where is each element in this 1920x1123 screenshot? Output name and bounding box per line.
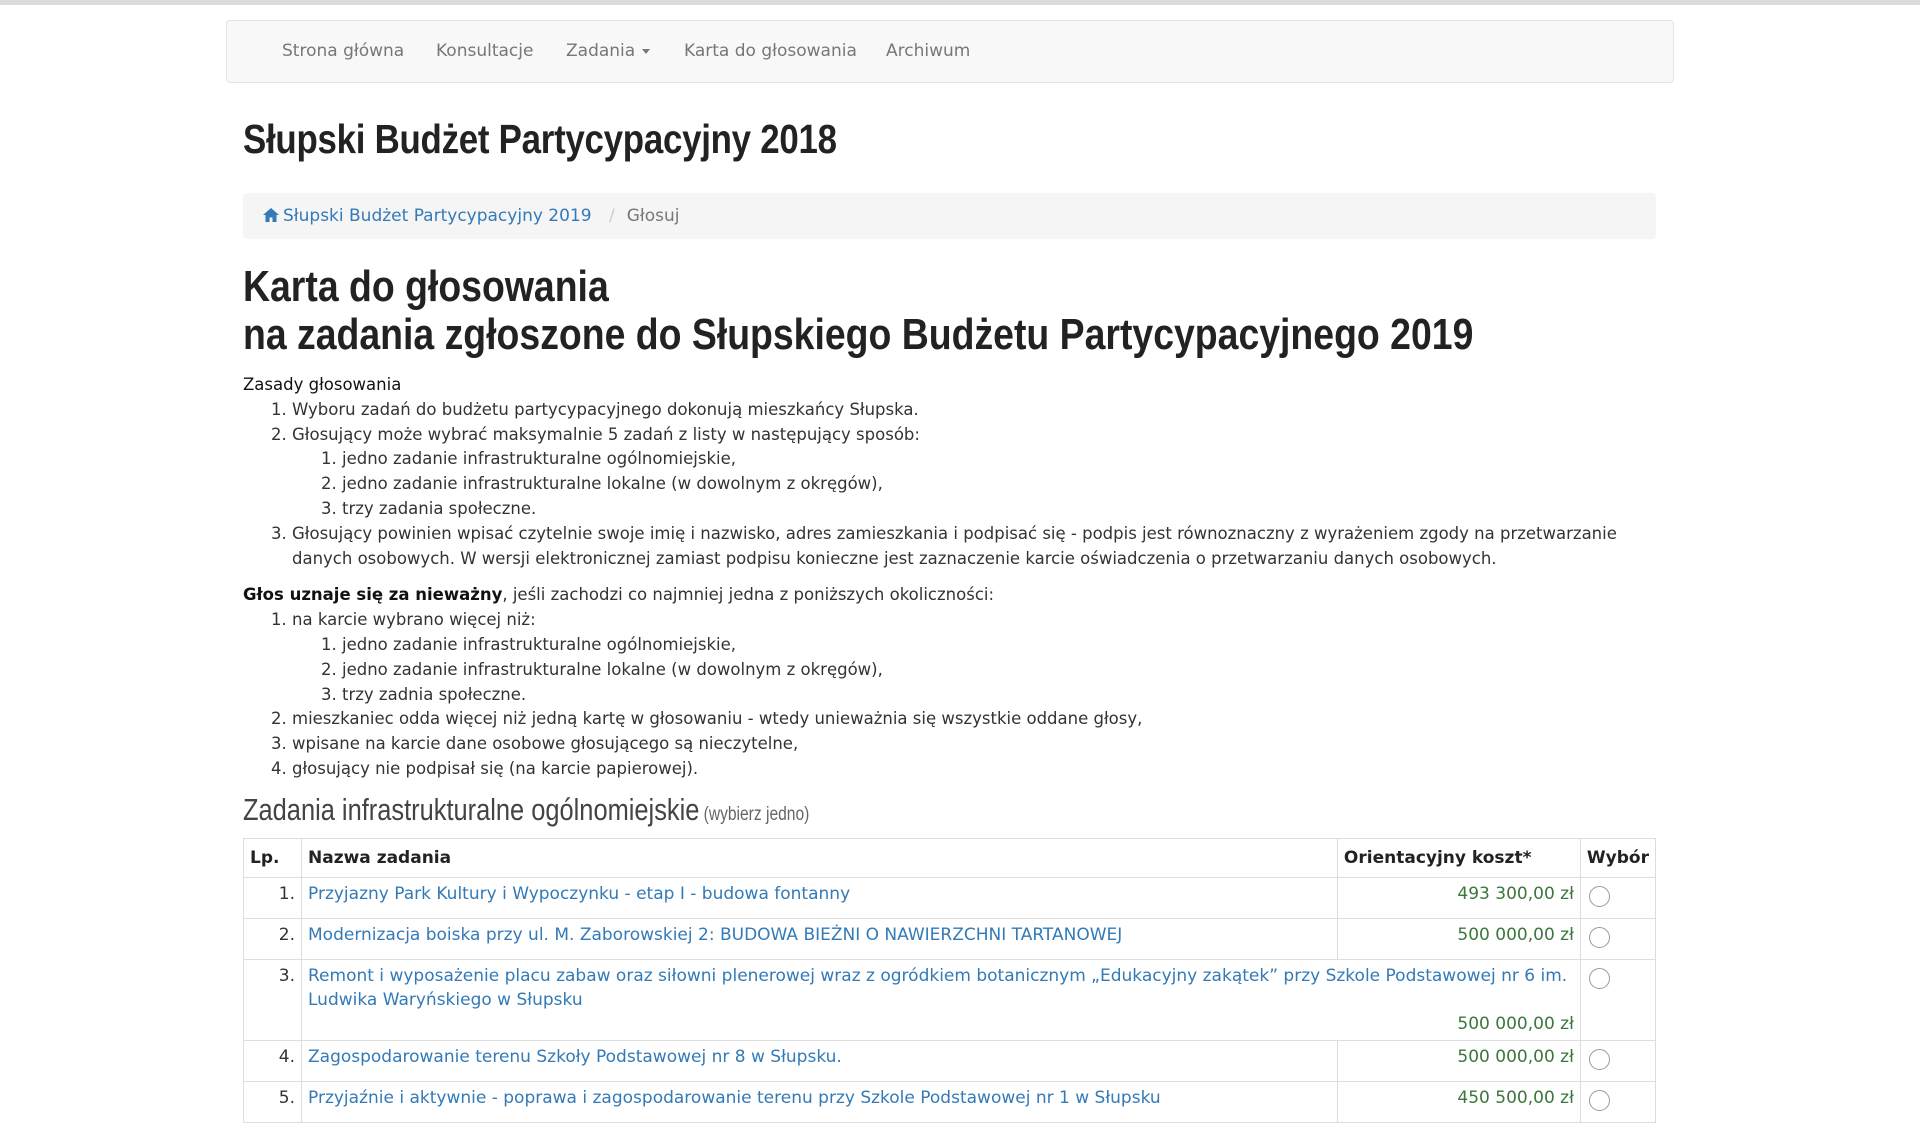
title-line-1: Karta do głosowania bbox=[243, 262, 609, 311]
page-title: Słupski Budżet Partycypacyjny 2018 bbox=[243, 116, 837, 162]
row-cost: 500 000,00 zł bbox=[1457, 1014, 1574, 1034]
row-number: 3. bbox=[244, 960, 302, 1041]
task-radio-button[interactable] bbox=[1589, 886, 1610, 907]
task-link[interactable]: Modernizacja boiska przy ul. M. Zaborowskiej 2: BUDOWA BIEŻNI O NAWIERZCHNI TARTANOWEJ bbox=[308, 925, 1123, 945]
rule-subitem: 2. jedno zadanie infrastrukturalne lokalne (w dowolnym z okręgów), bbox=[342, 472, 1656, 497]
invalid-item: 3. wpisane na karcie dane osobowe głosującego są nieczytelne, bbox=[292, 732, 1656, 757]
row-number: 2. bbox=[244, 919, 302, 960]
home-icon bbox=[263, 208, 279, 222]
nav-voting-card[interactable]: Karta do głosowania bbox=[684, 41, 857, 61]
task-link[interactable]: Remont i wyposażenie placu zabaw oraz siłowni plenerowej wraz z ogródkiem botanicznym „Edukacyjny zakątek” przy Szkole Podstawowej nr 6 im. Ludwika Waryńskiego w Słupsku bbox=[308, 966, 1568, 1010]
subsection-title: Zadania infrastrukturalne ogólnomiejskie bbox=[243, 792, 700, 827]
breadcrumb-home-label: Słupski Budżet Partycypacyjny 2019 bbox=[283, 206, 592, 226]
row-select bbox=[1580, 919, 1655, 960]
invalid-vote-intro bbox=[243, 583, 1656, 608]
row-task-name bbox=[302, 1041, 1338, 1082]
invalid-subitem: 2. jedno zadanie infrastrukturalne lokalne (w dowolnym z okręgów), bbox=[342, 658, 1656, 683]
nav-consultations[interactable]: Konsultacje bbox=[436, 41, 534, 61]
infrastructure-citywide-heading bbox=[243, 792, 809, 828]
nav-tasks-dropdown[interactable] bbox=[566, 21, 650, 82]
task-link[interactable]: Zagospodarowanie terenu Szkoły Podstawowej nr 8 w Słupsku. bbox=[308, 1047, 842, 1067]
nav-home[interactable]: Strona główna bbox=[282, 41, 405, 61]
voting-rules bbox=[243, 373, 1656, 782]
breadcrumb-separator: / bbox=[608, 206, 615, 226]
rule-item: 3. Głosujący powinien wpisać czytelnie swoje imię i nazwisko, adres zamieszkania i podpisać się - podpis jest równoznaczny z wyrażeniem zgody na przetwarzanie danych osobowych. W wersji elektronicznej zamiast podpisu konieczne jest zaznaczenie karcie oświadczenia o przetwarzaniu danych osobowych. bbox=[292, 522, 1656, 572]
row-number: 5. bbox=[244, 1082, 302, 1123]
row-select bbox=[1580, 960, 1655, 1041]
invalid-item bbox=[292, 608, 1656, 707]
rule-subitem: 1. jedno zadanie infrastrukturalne ogólnomiejskie, bbox=[342, 447, 1656, 472]
header-cost: Orientacyjny koszt* bbox=[1337, 839, 1580, 878]
row-number: 1. bbox=[244, 878, 302, 919]
nav-archive[interactable]: Archiwum bbox=[886, 41, 971, 61]
row-number: 4. bbox=[244, 1041, 302, 1082]
table-row bbox=[244, 1082, 1656, 1123]
invalid-vote-lead: Głos uznaje się za nieważny bbox=[243, 585, 503, 605]
nav-tasks-label: Zadania bbox=[566, 41, 636, 61]
task-radio-button[interactable] bbox=[1589, 1090, 1610, 1111]
row-cost: 500 000,00 zł bbox=[1337, 1041, 1580, 1082]
tasks-table bbox=[243, 838, 1656, 1123]
rule-text: Głosujący może wybrać maksymalnie 5 zadań z listy w następujący sposób: bbox=[292, 424, 920, 444]
table-header-row bbox=[244, 839, 1656, 878]
task-radio-button[interactable] bbox=[1589, 1049, 1610, 1070]
caret-down-icon bbox=[642, 49, 650, 54]
invalid-subitem: 1. jedno zadanie infrastrukturalne ogólnomiejskie, bbox=[342, 633, 1656, 658]
subsection-hint: (wybierz jedno) bbox=[703, 804, 810, 825]
rules-list bbox=[243, 398, 1656, 572]
row-task-name-and-cost bbox=[302, 960, 1581, 1041]
row-task-name bbox=[302, 1082, 1338, 1123]
row-task-name bbox=[302, 919, 1338, 960]
breadcrumb bbox=[243, 193, 1656, 239]
title-line-2: na zadania zgłoszone do Słupskiego Budżetu Partycypacyjnego 2019 bbox=[243, 310, 1474, 359]
rule-sublist bbox=[292, 447, 1656, 521]
row-cost: 450 500,00 zł bbox=[1337, 1082, 1580, 1123]
row-select bbox=[1580, 1041, 1655, 1082]
task-link[interactable]: Przyjaźnie i aktywnie - poprawa i zagospodarowanie terenu przy Szkole Podstawowej nr 1 w Słupsku bbox=[308, 1088, 1161, 1108]
voting-card-title bbox=[243, 263, 1473, 359]
row-cost: 493 300,00 zł bbox=[1337, 878, 1580, 919]
breadcrumb-current: Głosuj bbox=[626, 206, 680, 226]
row-select bbox=[1580, 1082, 1655, 1123]
invalid-subitem: 3. trzy zadnia społeczne. bbox=[342, 683, 1656, 708]
invalid-text: na karcie wybrano więcej niż: bbox=[292, 610, 536, 630]
row-select bbox=[1580, 878, 1655, 919]
header-select: Wybór bbox=[1580, 839, 1655, 878]
table-row bbox=[244, 919, 1656, 960]
invalid-list bbox=[243, 608, 1656, 782]
invalid-sublist bbox=[292, 633, 1656, 707]
rule-subitem: 3. trzy zadania społeczne. bbox=[342, 497, 1656, 522]
top-border bbox=[0, 0, 1920, 5]
top-navbar bbox=[226, 20, 1674, 83]
row-task-name bbox=[302, 878, 1338, 919]
invalid-item: 4. głosujący nie podpisał się (na karcie papierowej). bbox=[292, 757, 1656, 782]
row-cost: 500 000,00 zł bbox=[1337, 919, 1580, 960]
task-radio-button[interactable] bbox=[1589, 968, 1610, 989]
breadcrumb-home-link[interactable] bbox=[263, 206, 597, 226]
invalid-item: 2. mieszkaniec odda więcej niż jedną kartę w głosowaniu - wtedy unieważnia się wszystkie oddane głosy, bbox=[292, 707, 1656, 732]
header-lp: Lp. bbox=[244, 839, 302, 878]
rules-heading: Zasady głosowania bbox=[243, 375, 402, 394]
header-task-name: Nazwa zadania bbox=[302, 839, 1338, 878]
rule-item bbox=[292, 423, 1656, 522]
task-link[interactable]: Przyjazny Park Kultury i Wypoczynku - etap I - budowa fontanny bbox=[308, 884, 851, 904]
table-row bbox=[244, 960, 1656, 1041]
rule-item: 1. Wyboru zadań do budżetu partycypacyjnego dokonują mieszkańcy Słupska. bbox=[292, 398, 1656, 423]
task-radio-button[interactable] bbox=[1589, 927, 1610, 948]
table-row bbox=[244, 1041, 1656, 1082]
table-row bbox=[244, 878, 1656, 919]
invalid-vote-rest: , jeśli zachodzi co najmniej jedna z poniższych okoliczności: bbox=[502, 585, 995, 605]
